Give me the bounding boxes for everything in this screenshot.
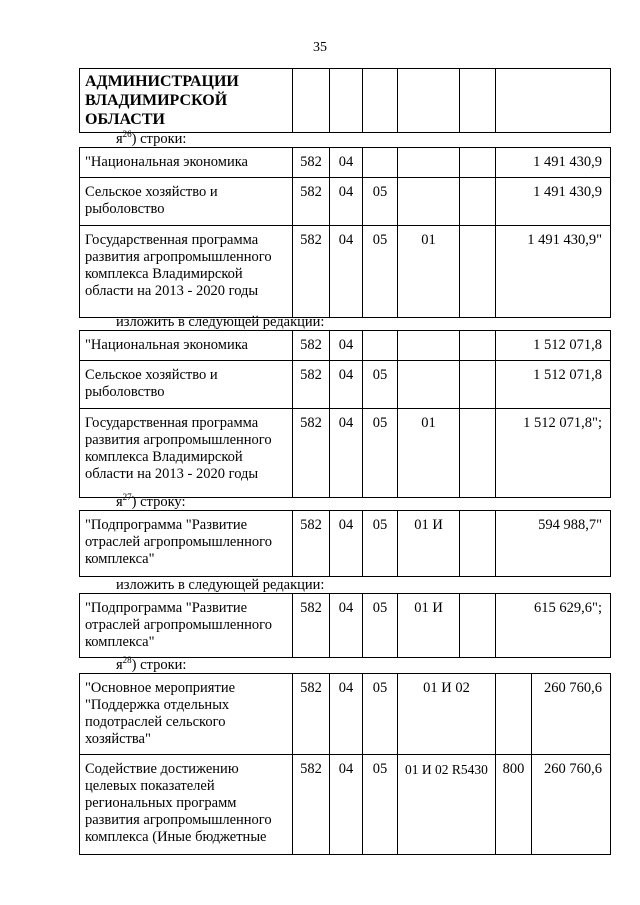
table-row [80,674,611,755]
row-sum: 260 760,6 [532,674,611,755]
row-vr [460,511,496,577]
row-pr: 05 [363,361,398,409]
row-csr [398,331,460,361]
block5-table [79,673,611,855]
row-pr: 05 [363,178,398,226]
note-edit-1: изложить в следующей редакции: [116,314,325,330]
table-row [80,594,611,658]
row-ved: 582 [293,594,330,658]
row-name: "Подпрограмма "Развитие отраслей агропромышленного комплекса" [80,594,293,658]
row-pr [363,331,398,361]
row-name: "Национальная экономика [80,148,293,178]
table-row [80,511,611,577]
table-row [80,178,611,226]
row-rz: 04 [330,594,363,658]
row-vr [460,226,496,318]
row-rz: 04 [330,148,363,178]
row-sum: 1 512 071,8"; [496,409,611,498]
row-ved: 582 [293,409,330,498]
row-sum: 594 988,7" [496,511,611,577]
row-vr: 800 [496,755,532,855]
row-rz: 04 [330,178,363,226]
row-rz: 04 [330,755,363,855]
row-vr [460,178,496,226]
row-vr [496,674,532,755]
row-rz: 04 [330,409,363,498]
row-sum: 260 760,6 [532,755,611,855]
row-ved: 582 [293,674,330,755]
row-vr [460,331,496,361]
row-name: Сельское хозяйство и рыболовство [80,178,293,226]
row-pr: 05 [363,409,398,498]
table-row [80,755,611,855]
row-vr [460,148,496,178]
row-pr: 05 [363,674,398,755]
row-pr [363,148,398,178]
row-csr: 01 И [398,511,460,577]
row-sum: 1 512 071,8 [496,361,611,409]
row-rz: 04 [330,511,363,577]
row-name: Государственная программа развития агропромышленного комплекса Владимирской области на 2013 - 2020 годы [80,409,293,498]
row-vr [460,361,496,409]
table-row [80,409,611,498]
row-sum: 1 491 430,9 [496,178,611,226]
row-name: Сельское хозяйство и рыболовство [80,361,293,409]
row-vr [460,409,496,498]
table-row [80,361,611,409]
row-pr: 05 [363,755,398,855]
row-rz: 04 [330,361,363,409]
table-row [80,226,611,318]
row-ved: 582 [293,755,330,855]
table-row [80,331,611,361]
row-pr: 05 [363,226,398,318]
row-pr: 05 [363,511,398,577]
row-name: "Подпрограмма "Развитие отраслей агропромышленного комплекса" [80,511,293,577]
block4-table [79,593,611,658]
block1-table [79,147,611,318]
row-ved: 582 [293,361,330,409]
row-sum: 1 491 430,9 [496,148,611,178]
row-sum: 1 512 071,8 [496,331,611,361]
row-rz: 04 [330,226,363,318]
row-ved: 582 [293,331,330,361]
row-name: "Основное мероприятие "Поддержка отдельных подотраслей сельского хозяйства" [80,674,293,755]
row-csr: 01 И 02 [398,674,496,755]
row-csr [398,178,460,226]
row-rz: 04 [330,674,363,755]
row-csr: 01 И [398,594,460,658]
table-row [80,148,611,178]
row-name: "Национальная экономика [80,331,293,361]
row-vr [460,594,496,658]
row-sum: 1 491 430,9" [496,226,611,318]
row-csr: 01 И 02 R5430 [398,755,496,855]
row-name: Содействие достижению целевых показателей региональных программ развития агропромышленного комплекса (Иные бюджетные [80,755,293,855]
note-28: $я^{28}$) строки: [116,655,187,673]
row-ved: 582 [293,226,330,318]
note-edit-2: изложить в следующей редакции: [116,577,325,593]
row-csr: 01 [398,226,460,318]
row-csr: 01 [398,409,460,498]
row-ved: 582 [293,148,330,178]
row-sum: 615 629,6"; [496,594,611,658]
row-ved: 582 [293,511,330,577]
row-pr: 05 [363,594,398,658]
page-number: 35 [313,40,327,55]
block2-table [79,330,611,498]
block3-table [79,510,611,577]
note-27: $я^{27}$) строку: [116,492,186,510]
row-csr [398,361,460,409]
row-name: Государственная программа развития агропромышленного комплекса Владимирской области на 2013 - 2020 годы [80,226,293,318]
header-title: АДМИНИСТРАЦИИ ВЛАДИМИРСКОЙ ОБЛАСТИ [80,69,293,133]
row-csr [398,148,460,178]
row-rz: 04 [330,331,363,361]
note-26: $я^{26}$) строки: [116,129,187,147]
row-ved: 582 [293,178,330,226]
header-table [79,68,611,133]
